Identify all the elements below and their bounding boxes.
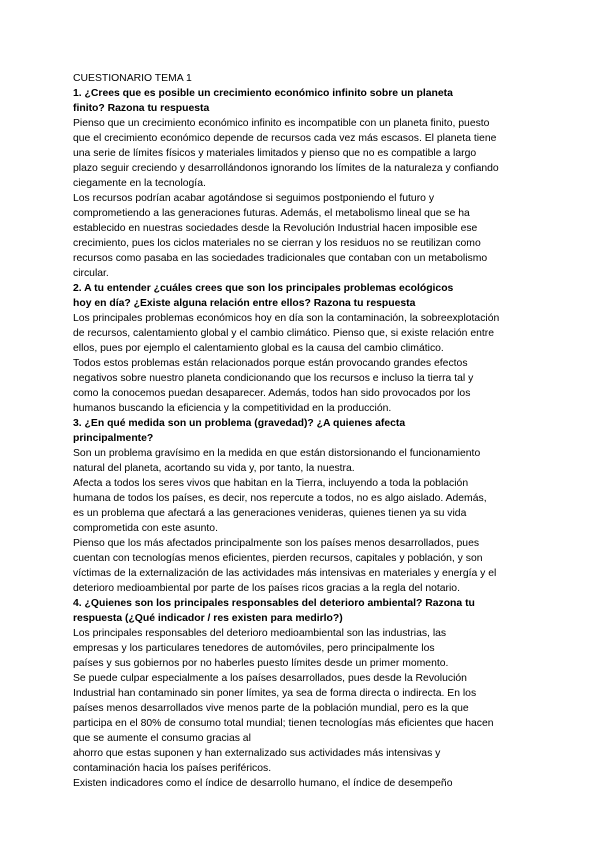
- text-line: comprometida con este asunto.: [73, 523, 218, 534]
- question-heading-line: hoy en día? ¿Existe alguna relación entre ellos? Razona tu respuesta: [73, 298, 416, 309]
- text-line: ellos, pues por ejemplo el calentamiento global es la causa del cambio climático.: [73, 343, 444, 354]
- text-line: recursos como pasaba en las sociedades tradicionales que contaban con un metabolismo: [73, 253, 488, 264]
- text-line: crecimiento, pues los ciclos materiales no se cierran y los residuos no se reutilizan como: [73, 238, 481, 249]
- text-line: plazo seguir creciendo y desarrollándonos ignorando los límites de la naturaleza y confiando: [73, 163, 499, 174]
- text-line: Afecta a todos los seres vivos que habitan en la Tierra, incluyendo a toda la población: [73, 478, 469, 489]
- text-line: contaminación hacia los países periféricos.: [73, 763, 272, 774]
- text-line: comprometiendo a las generaciones futuras. Además, el metabolismo lineal que se ha: [73, 208, 470, 219]
- text-line: Se puede culpar especialmente a los países desarrollados, pues desde la Revolución: [73, 673, 467, 684]
- text-line: países menos desarrollados vive menos parte de la población mundial, pero es la que: [73, 703, 469, 714]
- answer-paragraph: [73, 476, 543, 536]
- question-heading-line: 3. ¿En qué medida son un problema (gravedad)? ¿A quienes afecta: [73, 418, 406, 429]
- text-line: ciegamente en la tecnología.: [73, 178, 206, 189]
- question-heading-line: 2. A tu entender ¿cuáles crees que son los principales problemas ecológicos: [73, 283, 454, 294]
- text-line: establecido en nuestras sociedades desde la Revolución Industrial hacen imposible ese: [73, 223, 478, 234]
- document-body: [73, 71, 543, 791]
- question-section-4: [73, 596, 543, 791]
- text-line: Existen indicadores como el índice de desarrollo humano, el índice de desempeño: [73, 778, 453, 789]
- document-title: CUESTIONARIO TEMA 1: [73, 73, 192, 84]
- question-heading-line: finito? Razona tu respuesta: [73, 103, 210, 114]
- answer-paragraph: [73, 626, 543, 671]
- text-line: Los principales responsables del deterioro medioambiental son las industrias, las: [73, 628, 447, 639]
- text-line: empresas y los particulares tenedores de automóviles, pero principalmente los: [73, 643, 435, 654]
- text-line: una serie de límites físicos y materiales limitados y pienso que no es compatible a largo: [73, 148, 477, 159]
- text-line: es un problema que afectará a las generaciones venideras, quienes tienen ya su vida: [73, 508, 467, 519]
- text-line: que el crecimiento económico depende de recursos cada vez más escasos. El planeta tiene: [73, 133, 497, 144]
- text-line: Pienso que los más afectados principalmente son los países menos desarrollados, pues: [73, 538, 480, 549]
- text-line: Los principales problemas económicos hoy en día son la contaminación, la sobreexplotación: [73, 313, 500, 324]
- text-line: de recursos, calentamiento global y el cambio climático. Pienso que, si existe relación entre: [73, 328, 495, 339]
- answer-paragraph: [73, 776, 543, 791]
- text-line: víctimas de la externalización de las actividades más intensivas en materiales y energía y el: [73, 568, 497, 579]
- text-line: que se aumente el consumo gracias al: [73, 733, 251, 744]
- text-line: países y sus gobiernos por no haberles puesto límites desde un primer momento.: [73, 658, 449, 669]
- text-line: participa en el 80% de consumo total mundial; tienen tecnologías más eficientes que hacen: [73, 718, 494, 729]
- text-line: como la conocemos puedan desaparecer. Además, todos han sido provocados por los: [73, 388, 471, 399]
- text-line: deterioro medioambiental por parte de los países ricos gracias a la regla del notario.: [73, 583, 460, 594]
- text-line: humanos buscando la eficiencia y la competitividad en la producción.: [73, 403, 392, 414]
- text-line: negativos sobre nuestro planeta condicionando que los recursos e incluso la tierra tal y: [73, 373, 474, 384]
- answer-paragraph: [73, 356, 543, 416]
- question-heading-line: principalmente?: [73, 433, 154, 444]
- text-line: humana de todos los países, es decir, nos repercute a todos, no es algo aislado. Además,: [73, 493, 487, 504]
- text-line: Los recursos podrían acabar agotándose si seguimos postponiendo el futuro y: [73, 193, 435, 204]
- answer-paragraph: [73, 116, 543, 191]
- text-line: cuentan con tecnologías menos eficientes, pierden recursos, capitales y población, y son: [73, 553, 483, 564]
- question-heading-line: 1. ¿Crees que es posible un crecimiento económico infinito sobre un planeta: [73, 88, 453, 99]
- question-heading-line: respuesta (¿Qué indicador / res existen para medirlo?): [73, 613, 343, 624]
- text-line: circular.: [73, 268, 109, 279]
- text-line: Pienso que un crecimiento económico infinito es incompatible con un planeta finito, puesto: [73, 118, 490, 129]
- answer-paragraph: [73, 536, 543, 596]
- question-section-3: [73, 416, 543, 596]
- text-line: ahorro que estas suponen y han externalizado sus actividades más intensivas y: [73, 748, 441, 759]
- answer-paragraph: [73, 311, 543, 356]
- text-line: natural del planeta, acortando su vida y, por tanto, la nuestra.: [73, 463, 355, 474]
- text-line: Industrial han contaminado sin poner límites, ya sea de forma directa o indirecta. En los: [73, 688, 477, 699]
- question-heading-line: 4. ¿Quienes son los principales responsables del deterioro ambiental? Razona tu: [73, 598, 475, 609]
- text-line: Todos estos problemas están relacionados porque están provocando grandes efectos: [73, 358, 468, 369]
- text-line: Son un problema gravísimo en la medida en que están distorsionando el funcionamiento: [73, 448, 481, 459]
- question-section-1: [73, 86, 543, 281]
- answer-paragraph: [73, 671, 543, 776]
- answer-paragraph: [73, 191, 543, 281]
- answer-paragraph: [73, 446, 543, 476]
- question-section-2: [73, 281, 543, 416]
